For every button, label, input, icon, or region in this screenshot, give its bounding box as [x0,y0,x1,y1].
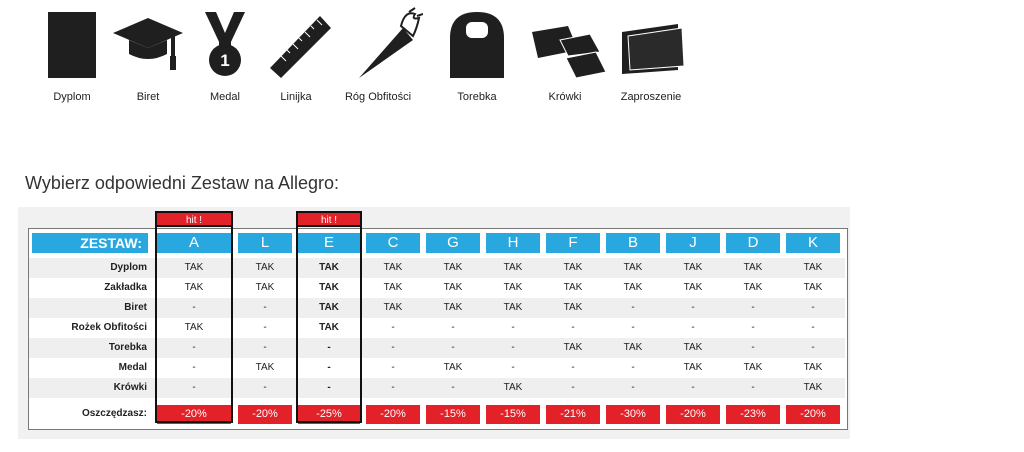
table-cell: - [451,342,455,353]
row-label: Dyplom [110,262,147,273]
savings-badge: -30% [606,405,660,424]
table-cell: - [811,302,815,313]
table-cell: TAK [683,282,703,293]
table-cell: TAK [443,302,463,313]
table-cell: TAK [803,382,823,393]
table-cell: TAK [184,262,204,273]
table-cell: - [571,362,575,373]
icon-label: Zaproszenie [620,91,682,103]
savings-badge: -20% [366,405,420,424]
invitation-icon [606,6,696,81]
table-cell: - [811,342,815,353]
table-cell: - [751,302,755,313]
product-icons-row [0,0,1024,110]
hit-highlight-a [155,211,233,423]
table-cell: TAK [184,322,204,333]
icon-label: Krówki [548,91,582,103]
column-header-d[interactable]: D [726,233,780,253]
savings-badge: -23% [726,405,780,424]
row-label: Zakładka [104,282,147,293]
table-cell: TAK [743,362,763,373]
column-header-k[interactable]: K [786,233,840,253]
savings-badge: -15% [426,405,480,424]
table-cell: - [263,342,267,353]
table-cell: TAK [683,362,703,373]
table-cell: TAK [743,262,763,273]
table-cell: - [631,302,635,313]
table-cell: TAK [503,302,523,313]
icon-label: Linijka [280,91,312,103]
icon-item-rog [333,6,423,103]
table-cell: - [511,322,515,333]
table-cell: TAK [319,302,339,313]
icon-label: Róg Obfitości [344,91,412,103]
hit-badge: hit ! [296,211,362,227]
row-label: Krówki [113,382,147,393]
savings-badge: -20% [666,405,720,424]
table-cell: - [327,382,331,393]
savings-badge: -20% [238,405,292,424]
table-cell: TAK [319,262,339,273]
table-cell: - [192,362,196,373]
icon-item-torebka [432,6,522,103]
column-header-c[interactable]: C [366,233,420,253]
table-cell: TAK [255,362,275,373]
table-cell: TAK [503,382,523,393]
table-cell: TAK [623,342,643,353]
savings-badge: -20% [786,405,840,424]
icon-label: Biret [136,91,160,103]
table-cell: - [391,322,395,333]
page-heading: Wybierz odpowiedni Zestaw na Allegro: [25,173,339,193]
table-cell: - [327,342,331,353]
savings-badge: -21% [546,405,600,424]
table-cell: - [631,382,635,393]
table-cell: TAK [443,282,463,293]
table-cell: - [511,362,515,373]
table-cell: - [263,382,267,393]
row-label: Medal [118,362,147,373]
column-header-g[interactable]: G [426,233,480,253]
cornucopia-icon [333,6,423,81]
column-header-e[interactable]: E [298,233,360,253]
table-cell: TAK [383,302,403,313]
table-cell: TAK [255,262,275,273]
table-cell: - [327,362,331,373]
savings-label: Oszczędzasz: [81,408,147,419]
table-cell: TAK [319,282,339,293]
column-header-l[interactable]: L [238,233,292,253]
bag-icon [432,6,522,81]
table-cell: TAK [319,322,339,333]
table-cell: - [263,302,267,313]
table-cell: - [391,342,395,353]
table-cell: TAK [683,342,703,353]
table-cell: TAK [563,282,583,293]
table-cell: - [192,302,196,313]
table-cell: - [691,302,695,313]
table-cell: TAK [443,262,463,273]
icon-item-linijka [251,6,341,103]
row-label: Torebka [108,342,147,353]
table-cell: TAK [443,362,463,373]
table-cell: - [751,342,755,353]
table-cell: - [192,342,196,353]
table-cell: TAK [683,262,703,273]
table-cell: TAK [623,282,643,293]
table-cell: TAK [383,262,403,273]
hit-highlight-e [296,211,362,423]
hit-badge: hit ! [155,211,233,227]
table-cell: TAK [803,262,823,273]
table-cell: TAK [563,302,583,313]
table-cell: TAK [255,282,275,293]
table-cell: TAK [563,262,583,273]
table-cell: - [391,382,395,393]
icon-item-krowki [520,6,610,103]
table-cell: TAK [184,282,204,293]
table-cell: TAK [503,282,523,293]
table-cell: - [571,322,575,333]
table-cell: TAK [623,262,643,273]
table-cell: - [691,382,695,393]
table-cell: - [391,362,395,373]
zestaw-header-label: ZESTAW: [32,233,148,253]
column-header-a[interactable]: A [157,233,231,253]
table-cell: - [451,382,455,393]
table-cell: - [811,322,815,333]
icon-label: Medal [210,91,240,103]
table-cell: TAK [383,282,403,293]
table-cell: - [192,382,196,393]
savings-badge: -25% [298,405,360,424]
ruler-icon [251,6,341,81]
table-cell: TAK [803,282,823,293]
column-header-j[interactable]: J [666,233,720,253]
savings-badge: -20% [157,405,231,424]
column-header-b[interactable]: B [606,233,660,253]
row-label: Biret [124,302,147,313]
icon-label: Torebka [457,91,497,103]
table-cell: TAK [743,282,763,293]
table-cell: - [751,382,755,393]
table-cell: TAK [803,362,823,373]
table-cell: - [571,382,575,393]
table-cell: - [451,322,455,333]
icon-item-zaproszenie [606,6,696,103]
table-cell: - [631,322,635,333]
icon-label: Dyplom [53,91,91,103]
savings-badge: -15% [486,405,540,424]
table-cell: TAK [503,262,523,273]
column-header-f[interactable]: F [546,233,600,253]
table-cell: - [751,322,755,333]
table-cell: - [631,362,635,373]
table-cell: - [263,322,267,333]
table-cell: - [691,322,695,333]
row-label: Rożek Obfitości [71,322,147,333]
svg-text:1: 1 [220,51,230,70]
candy-icon [520,6,610,81]
table-cell: - [511,342,515,353]
column-header-h[interactable]: H [486,233,540,253]
table-cell: TAK [563,342,583,353]
